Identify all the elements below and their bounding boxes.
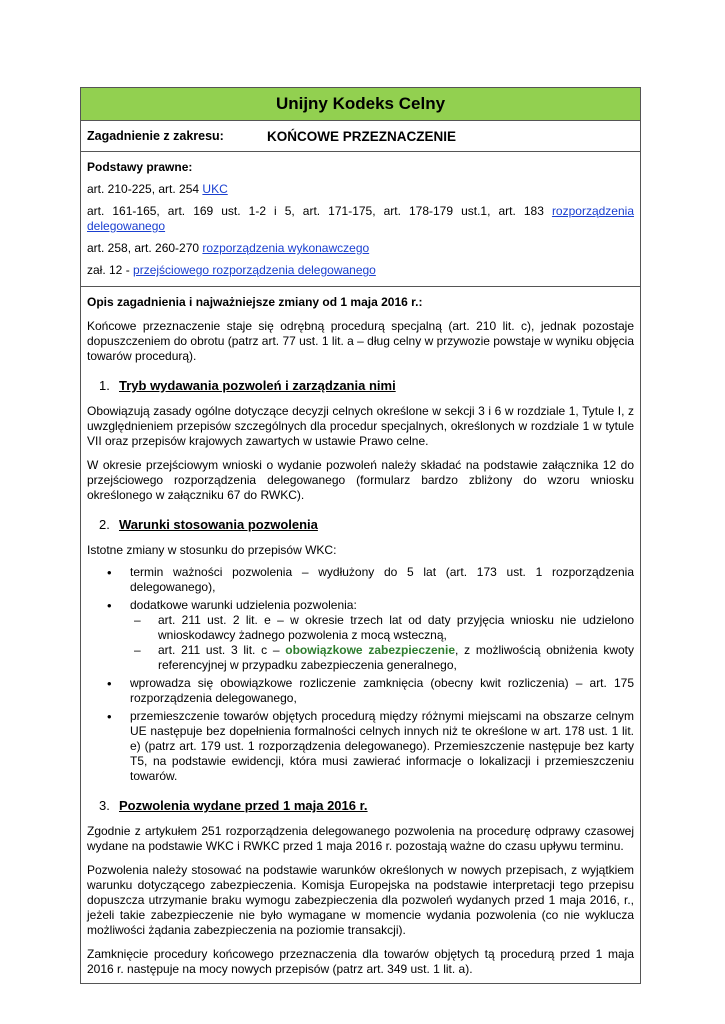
legal-basis-section (81, 152, 640, 287)
section-3-paragraph-1: Zgodnie z artykułem 251 rozporządzenia delegowanego pozwolenia na procedurę odprawy czasowej wydane na podstawie WKC i RWKC przed 1 maja 2016 r. pozostają ważne do czasu upływu terminu. (87, 824, 634, 853)
section-3-number: 3. (99, 798, 110, 813)
legal-line-3 (87, 241, 634, 256)
section-1-heading (99, 378, 634, 393)
topic-row (81, 121, 640, 152)
sub-list-item-text: art. 211 ust. 3 lit. c – (158, 643, 286, 657)
topic-label: Zagadnienie z zakresu: (87, 129, 224, 143)
transitional-delegated-regulation-link[interactable]: przejściowego rozporządzenia delegowanego (133, 263, 376, 277)
section-3-heading (99, 798, 634, 813)
ukc-link[interactable]: UKC (202, 182, 228, 196)
list-item-text: dodatkowe warunki udzielenia pozwolenia: (130, 598, 357, 612)
page-title: Unijny Kodeks Celny (275, 94, 446, 113)
legal-line-2 (87, 204, 634, 234)
legal-line-1-text: art. 210-225, art. 254 (87, 182, 203, 196)
sub-list-item-text-end: , z możliwością obniżenia kwoty referencyjnej w przypadku zabezpieczenia generalnego, (158, 643, 634, 672)
title-bar (81, 88, 640, 121)
legal-line-4 (87, 263, 634, 278)
list-item: • termin ważności pozwolenia – wydłużony do 5 lat (art. 173 ust. 1 rozporządzenia delegowanego), (87, 565, 634, 595)
section-2-number: 2. (99, 517, 110, 532)
section-2-bullet-list (87, 565, 634, 784)
section-2-intro: Istotne zmiany w stosunku do przepisów WKC: (87, 543, 337, 557)
section-1-number: 1. (99, 378, 110, 393)
list-item (87, 598, 634, 673)
legal-line-2-text: art. 161-165, art. 169 ust. 1-2 i 5, art. 171-175, art. 178-179 ust.1, art. 183 (87, 204, 552, 218)
section-1-paragraph-2: W okresie przejściowym wnioski o wydanie pozwoleń należy składać na podstawie załącznika 12 do przejściowego rozporządzenia delegowanego (formularz bardzo zbliżony do wzoru wniosku określonego w załączniku 67 do RWKC). (87, 458, 634, 502)
section-2-heading (99, 517, 634, 532)
legal-line-1 (87, 182, 634, 197)
list-item: • przemieszczenie towarów objętych procedurą między różnymi miejscami na obszarze celnym UE następuje bez dopełnienia formalności celnych innych niż te określone w art. 178 ust. 1 lit. e) (patrz art. 179 ust. 1 rozporządzenia delegowanego). Przemieszczenie następuje bez karty T5, na podstawie ewidencji, która musi zawierać informacje o lokalizacji i przemieszczeniu towarów. (87, 709, 634, 784)
legal-line-4-text: zał. 12 - (87, 263, 134, 277)
list-item: • wprowadza się obowiązkowe rozliczenie zamknięcia (obecny kwit rozliczenia) – art. 175 rozporządzenia delegowanego, (87, 676, 634, 706)
sub-list-item (130, 643, 634, 673)
description-heading: Opis zagadnienia i najważniejsze zmiany od 1 maja 2016 r.: (87, 295, 423, 309)
section-3-paragraph-2: Pozwolenia należy stosować na podstawie warunków określonych w nowych przepisach, z wyjątkiem warunku dotyczącego zabezpieczenia. Komisja Europejska na podstawie interpretacji tego przepisu dopuszcza utrzymanie braku wymogu zabezpieczenia dla pozwoleń wydanych przed 1 maja 2016, r., jeżeli takie zabezpieczenie nie było wymagane w momencie wydania pozwolenia (co nie wyklucza możliwości żądania zabezpieczenia na poziomie transakcji). (87, 863, 634, 937)
section-1-title: Tryb wydawania pozwoleń i zarządzania nimi (119, 378, 396, 393)
mandatory-guarantee-highlight: obowiązkowe zabezpieczenie (285, 643, 456, 657)
delegated-regulation-link[interactable]: rozporządzenia delegowanego (87, 204, 634, 233)
legal-basis-heading: Podstawy prawne: (87, 160, 193, 174)
description-section (81, 287, 640, 983)
additional-conditions-list (130, 613, 634, 673)
document-table (80, 87, 641, 984)
section-2-title: Warunki stosowania pozwolenia (119, 517, 318, 532)
description-intro: Końcowe przeznaczenie staje się odrębną procedurą specjalną (art. 210 lit. c), jednak pozostaje dopuszczeniem do obrotu (patrz art. 77 ust. 1 lit. a – dług celny w przywozie powstaje w wyniku objęcia towarów procedurą). (87, 319, 634, 363)
section-1-paragraph-1: Obowiązują zasady ogólne dotyczące decyzji celnych określone w sekcji 3 i 6 w rozdziale 1, Tytule I, z uwzględnieniem przepisów szczególnych dla procedur specjalnych, określonych w rozdziale 1 w tytule VII oraz przepisów krajowych zawartych w ustawie Prawo celne. (87, 404, 634, 448)
sub-list-item: – art. 211 ust. 2 lit. e – w okresie trzech lat od daty przyjęcia wniosku nie udzielono wnioskodawcy żadnego pozwolenia z mocą wsteczną, (130, 613, 634, 643)
topic-value: KOŃCOWE PRZEZNACZENIE (267, 128, 456, 144)
implementing-regulation-link[interactable]: rozporządzenia wykonawczego (202, 241, 370, 255)
section-3-title: Pozwolenia wydane przed 1 maja 2016 r. (119, 798, 368, 813)
section-3-paragraph-3: Zamknięcie procedury końcowego przeznaczenia dla towarów objętych tą procedurą przed 1 maja 2016 r. następuje na mocy nowych przepisów (patrz art. 349 ust. 1 lit. a). (87, 947, 634, 976)
legal-line-3-text: art. 258, art. 260-270 (87, 241, 203, 255)
